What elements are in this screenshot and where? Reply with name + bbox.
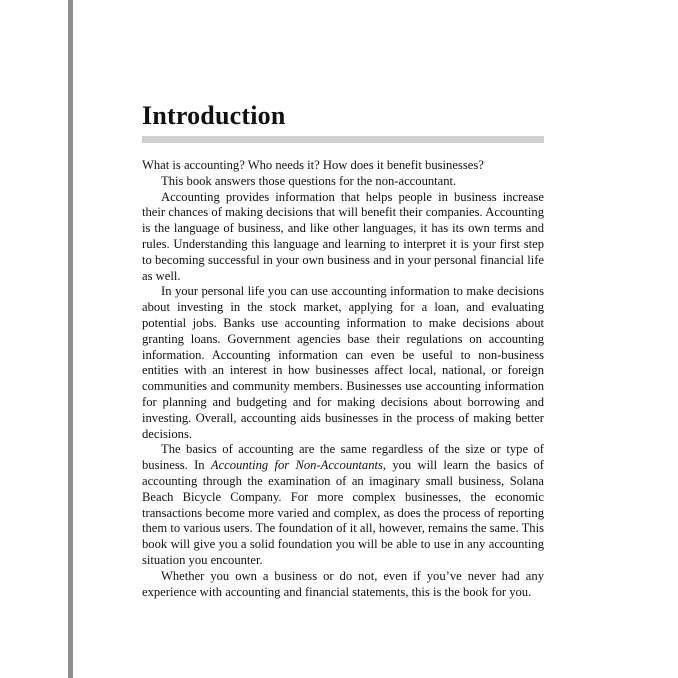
paragraph-5-after: , you will learn the basics of accounting through the examination of an imaginary small business, Solana Beach Bicycle Company. For more complex businesses, the economic transactions become more varied and complex, as does the process of reporting them to various users. The foundation of it all, however, remains the same. This book will give you a solid foundation you will be able to use in any accounting situation you encounter. xyxy=(142,458,544,567)
paragraph-5-before: The basics of accounting are the same regardless of the size or type of business. In xyxy=(142,442,544,473)
page-edge-bar xyxy=(68,0,73,678)
paragraph-6: Whether you own a business or do not, even if you’ve never had any experience with accounting and financial statements, this is the book for you. xyxy=(142,568,544,599)
title-underline-rule xyxy=(142,136,544,143)
paragraph-1: What is accounting? Who needs it? How does it benefit businesses? xyxy=(142,158,484,172)
paragraph-4: In your personal life you can use accounting information to make decisions about investing in the stock market, applying for a loan, and evaluating potential jobs. Banks use accounting information to make decisions about granting loans. Government agencies base their regulations on accounting information. Accounting information can even be useful to non-business entities with an interest in how businesses affect local, national, or foreign communities and community members. Businesses use accounting information for planning and budgeting and for making decisions about borrowing and investing. Overall, accounting aids businesses in the process of making better decisions. xyxy=(142,284,544,441)
book-title-italic: Accounting for Non-Accountants xyxy=(210,458,383,473)
paragraph-3: Accounting provides information that helps people in business increase their chances of making decisions that will benefit their companies. Accounting is the language of business, and like other languages, it has its own terms and rules. Understanding this language and learning to interpret it is your first step to becoming successful in your own business and in your personal financial life as well. xyxy=(142,189,544,283)
paragraph-2: This book answers those questions for the non-accountant. xyxy=(161,173,457,188)
chapter-body xyxy=(142,158,544,600)
paragraph-5 xyxy=(142,442,544,568)
document-page xyxy=(142,100,544,600)
chapter-title: Introduction xyxy=(142,101,286,130)
